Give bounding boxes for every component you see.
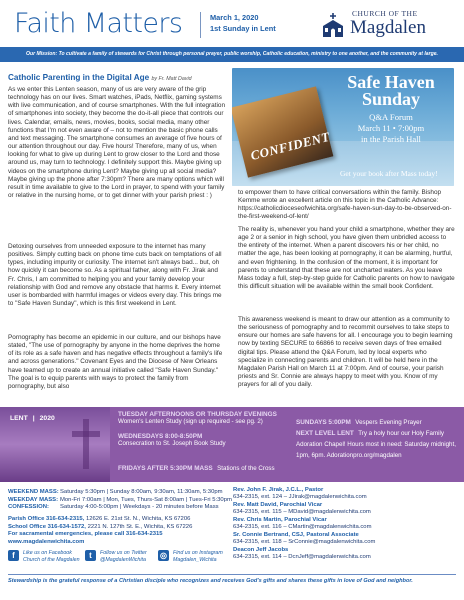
church-icon bbox=[320, 12, 346, 38]
clergy-name: Rev. John F. Jirak, J.C.L., Pastor bbox=[233, 487, 324, 493]
lent-badge: LENT | 2020 bbox=[10, 415, 55, 422]
facebook-link[interactable] bbox=[8, 550, 80, 564]
facebook-icon: f bbox=[8, 550, 19, 561]
article-paragraph: The reality is, whenever you hand your child a smartphone, whether they are age 2 or a senior in high school, you have given them unbridled access to the entirety of the internet. When a parent discovers his or her child, no matter the age, has been looking at pornography, it can be alarming, hurtful, and even frightening. In the confusion of the moment, it is important for parents to understand that these are not uncharted waters. As you leave Mass today a full, step-by-step guide for Catholic parents on how to navigate this difficult situation will be available within the small book Confident. bbox=[238, 226, 455, 291]
lent-badge-year: 2020 bbox=[39, 415, 55, 422]
article-title bbox=[8, 73, 192, 82]
article-paragraph: As we enter this Lenten season, many of us are very aware of the grip technology has on our lives. Smart watches, iPads, Netflix, gaming systems with live communication, and of course smartphones. With the full integration of smartphones into society, they become the do-it-all piece that controls our lives. Calendar, emails, news, movies, books, social media, many other functions that I'm not even aware of – not to mention the basic phone calls and text messaging. The smartphone consumes an average of five hours of our attention throughout our day. Five hours! Therefore, many of us, when looking for what to give up during Lent to grow closer to the Lord and those around us, may turn to technology. I definitely support this. Maybe giving up videos on the smartphone during Lent? Maybe giving up all social media? Maybe giving up the phone after 7:30pm? There are many options which will result in time available to give to the Lord in prayer, to spend with your family or relative in the nursing home, or to get dinner with your parish priest : ) bbox=[8, 86, 226, 200]
ad-call-to-action: Get your book after Mass today! bbox=[340, 169, 438, 178]
lent-events-box bbox=[0, 407, 464, 482]
ad-details bbox=[332, 112, 450, 145]
twitter-line: Follow us on Twitter bbox=[100, 550, 147, 556]
stewardship-footer: Stewardship is the grateful response of a Christian disciple who recognizes and receives God's gifts and shares these gifts in love of God and neighbor. bbox=[8, 578, 413, 584]
book-title: CONFIDENT bbox=[249, 128, 332, 164]
clergy-contact: 634-2315, ext. 118 – SrConnie@magdalenwichita.com bbox=[233, 539, 376, 546]
lent-event-time: TUESDAY AFTERNOONS OR THURSDAY EVENINGS bbox=[118, 411, 277, 418]
school-office-label: School Office 316-634-1572, bbox=[8, 523, 86, 530]
logo-name: Magdalen bbox=[350, 17, 426, 38]
instagram-line: Find us on Instagram bbox=[173, 550, 223, 556]
lent-event-time: NEXT LEVEL LENT bbox=[296, 430, 354, 437]
header-divider bbox=[200, 12, 201, 38]
school-office-address: 2221 N. 127th St. E., Wichita, KS 67226 bbox=[87, 523, 193, 530]
lent-event-text: Try a holy hour our Holy Family Adoration Chapel! Hours most in need: Saturday midnight, 1pm, 6pm. Adorationpro.org/magdalen bbox=[296, 430, 456, 459]
article-paragraph: Detoxing ourselves from unneeded exposure to the internet has many positives. Simply cutting back on phone time cuts back on temptations of all types, including impurity or curiosity. The internet isn't always bad... but, oh how quickly it can become so. As a spiritual father, along with Fr. Jirak and Fr. Chris, I am committed to helping you and your family develop your relationship with God and remove any obstacle that harms it. Every internet user is bombarded with harmful images or videos every day. This brings me to "Safe Haven Sunday", which is this first weekend in Lent. bbox=[8, 243, 222, 308]
instagram-link[interactable] bbox=[158, 550, 223, 564]
emergency-text: For sacramental emergencies, please call 316-634-2315 bbox=[8, 531, 163, 538]
school-office bbox=[8, 524, 192, 532]
lent-event-time: SUNDAYS 5:00PM bbox=[296, 419, 351, 426]
twitter-link[interactable] bbox=[85, 550, 147, 564]
logo-subtitle: CHURCH OF THE bbox=[352, 9, 418, 18]
lent-event bbox=[296, 427, 456, 460]
mass-schedule bbox=[8, 489, 232, 512]
lent-event bbox=[118, 433, 226, 447]
lent-event bbox=[118, 457, 275, 475]
article-byline: by Fr. Matt David bbox=[151, 76, 192, 82]
parish-office-label: Parish Office 316-634-2315, bbox=[8, 516, 85, 522]
lent-event-text: Stations of the Cross bbox=[217, 465, 275, 472]
lent-event-time: WEDNESDAYS 8:00-8:50PM bbox=[118, 433, 203, 440]
parish-office bbox=[8, 516, 192, 524]
clergy-contact: 634-2315, ext. 124 – JJirak@magdalenwichita.com bbox=[233, 494, 367, 501]
schedule-label: CONFESSION: bbox=[8, 504, 49, 511]
schedule-times: Saturday 4:00-5:00pm | Weekdays - 20 minutes before Mass bbox=[60, 504, 219, 511]
parish-office-address: 12626 E. 21st St. N., Wichita, KS 67206 bbox=[85, 516, 191, 522]
lent-event-time: FRIDAYS AFTER 5:30PM MASS bbox=[118, 465, 213, 472]
emergency-line bbox=[8, 531, 192, 539]
church-logo bbox=[320, 8, 456, 42]
ad-detail-location: in the Parish Hall bbox=[361, 134, 421, 144]
article-paragraph: Pornography has become an epidemic in our culture, and our bishops have stated, "The use of pornography by anyone in the home deprives the home of its role as a safe haven and has negative effects throughout a family's life and across generations." Covenant Eyes and the Diocese of New Orleans have teamed up to create an annual initiative called "Safe Haven Sunday." The goal is to equip parents with ways to protect the family from pornography, but also bbox=[8, 334, 223, 390]
schedule-times: Saturday 5:30pm | Sunday 8:00am, 9:30am, 11:30am, 5:30pm bbox=[60, 489, 223, 495]
footer-divider bbox=[8, 574, 456, 575]
clergy-contact: 634-2315, ext. 114 – DcnJeff@magdalenwichita.com bbox=[233, 554, 371, 561]
cross-icon bbox=[72, 419, 100, 469]
mission-banner: Our Mission: To cultivate a family of stewards for Christ through personal prayer, public worship, Catholic education, ministry to one another, and the community at large. bbox=[0, 47, 464, 62]
clergy-name: Sr. Connie Bertrand, CSJ, Pastoral Associate bbox=[233, 531, 359, 538]
twitter-text bbox=[100, 550, 147, 564]
twitter-handle: @MagdalenWichita bbox=[100, 557, 146, 563]
lent-badge-label: LENT bbox=[10, 415, 28, 422]
schedule-row bbox=[8, 489, 232, 497]
lent-event-text: Women's Lenten Study (sign up required - see pg. 2) bbox=[118, 418, 263, 425]
schedule-row bbox=[8, 504, 232, 512]
issue-liturgical-day: 1st Sunday in Lent bbox=[210, 24, 276, 33]
issue-date-line: March 1, 2020 bbox=[210, 13, 259, 22]
article-paragraph: to empower them to have critical conversations within the family. Bishop Kemme wrote an excellent article on this topic in the Catholic Advance: https://catholicdioceseofwichita.org/safe-haven-sun-day-to-be-observed-on-the-first-weekend-of-lent/ bbox=[238, 189, 452, 221]
ad-detail-datetime: March 11 • 7:00pm bbox=[357, 123, 425, 133]
schedule-label: WEEKEND MASS: bbox=[8, 489, 59, 495]
office-info bbox=[8, 516, 192, 546]
article-headline: Catholic Parenting in the Digital Age bbox=[8, 73, 150, 82]
lent-event-text: Consecration to St. Joseph Book Study bbox=[118, 440, 226, 447]
facebook-handle: Church of the Magdalen bbox=[23, 557, 80, 563]
twitter-icon: t bbox=[85, 550, 96, 561]
clergy-contact: 634-2315, ext. 115 – MDavid@magdalenwichita.com bbox=[233, 509, 371, 516]
schedule-row bbox=[8, 497, 232, 505]
ad-detail-forum: Q&A Forum bbox=[369, 112, 413, 122]
lent-event bbox=[118, 411, 277, 425]
schedule-times: Mon-Fri 7:00am | Mon, Tues, Thurs-Sat 8:00am | Tues-Fri 5:30pm bbox=[60, 496, 232, 503]
clergy-name: Rev. Matt David, Parochial Vicar bbox=[233, 501, 323, 508]
safe-haven-ad bbox=[232, 68, 454, 186]
lent-event-text: Vespers Evening Prayer bbox=[355, 419, 422, 426]
article-paragraph: This awareness weekend is meant to draw our attention as a community to the seriousness of pornography and to recommit ourselves to take steps to ensure our homes are safe havens for all. I encourage you to begin learning now by texting SECURE to 66866 to receive seven days of free emailed digital tips. Please attend the Q&A Forum, led by local experts who specialize in connecting parents and children. It will be held here in the Magdalen Parish Hall on March 11 at 7:00pm. And of course, your parish priests and Sr. Connie are always happy to meet with you. Know of my prayers for all of you daily. bbox=[238, 316, 453, 389]
clergy-name: Deacon Jeff Jacobs bbox=[233, 546, 289, 553]
ad-title: Safe Haven Sunday bbox=[347, 72, 435, 109]
clergy-contact: 634-2315, ext. 116 – CMartin@magdalenwichita.com bbox=[233, 524, 372, 531]
website-link[interactable]: www.magdalenwichita.com bbox=[8, 538, 85, 545]
facebook-line: Like us on Facebook bbox=[23, 550, 72, 556]
clergy-name: Rev. Chris Martin, Parochial Vicar bbox=[233, 516, 327, 523]
website-line[interactable] bbox=[8, 539, 192, 547]
schedule-label: WEEKDAY MASS: bbox=[8, 496, 59, 503]
newsletter-title: Faith Matters bbox=[14, 8, 183, 39]
instagram-text bbox=[173, 550, 223, 564]
lent-photo bbox=[0, 407, 110, 482]
clergy-directory bbox=[233, 487, 375, 562]
issue-date bbox=[210, 12, 276, 34]
masthead bbox=[0, 0, 464, 46]
instagram-icon: ◎ bbox=[158, 550, 169, 561]
facebook-text bbox=[23, 550, 80, 564]
instagram-handle: Magdalen_Wichita bbox=[173, 557, 217, 563]
